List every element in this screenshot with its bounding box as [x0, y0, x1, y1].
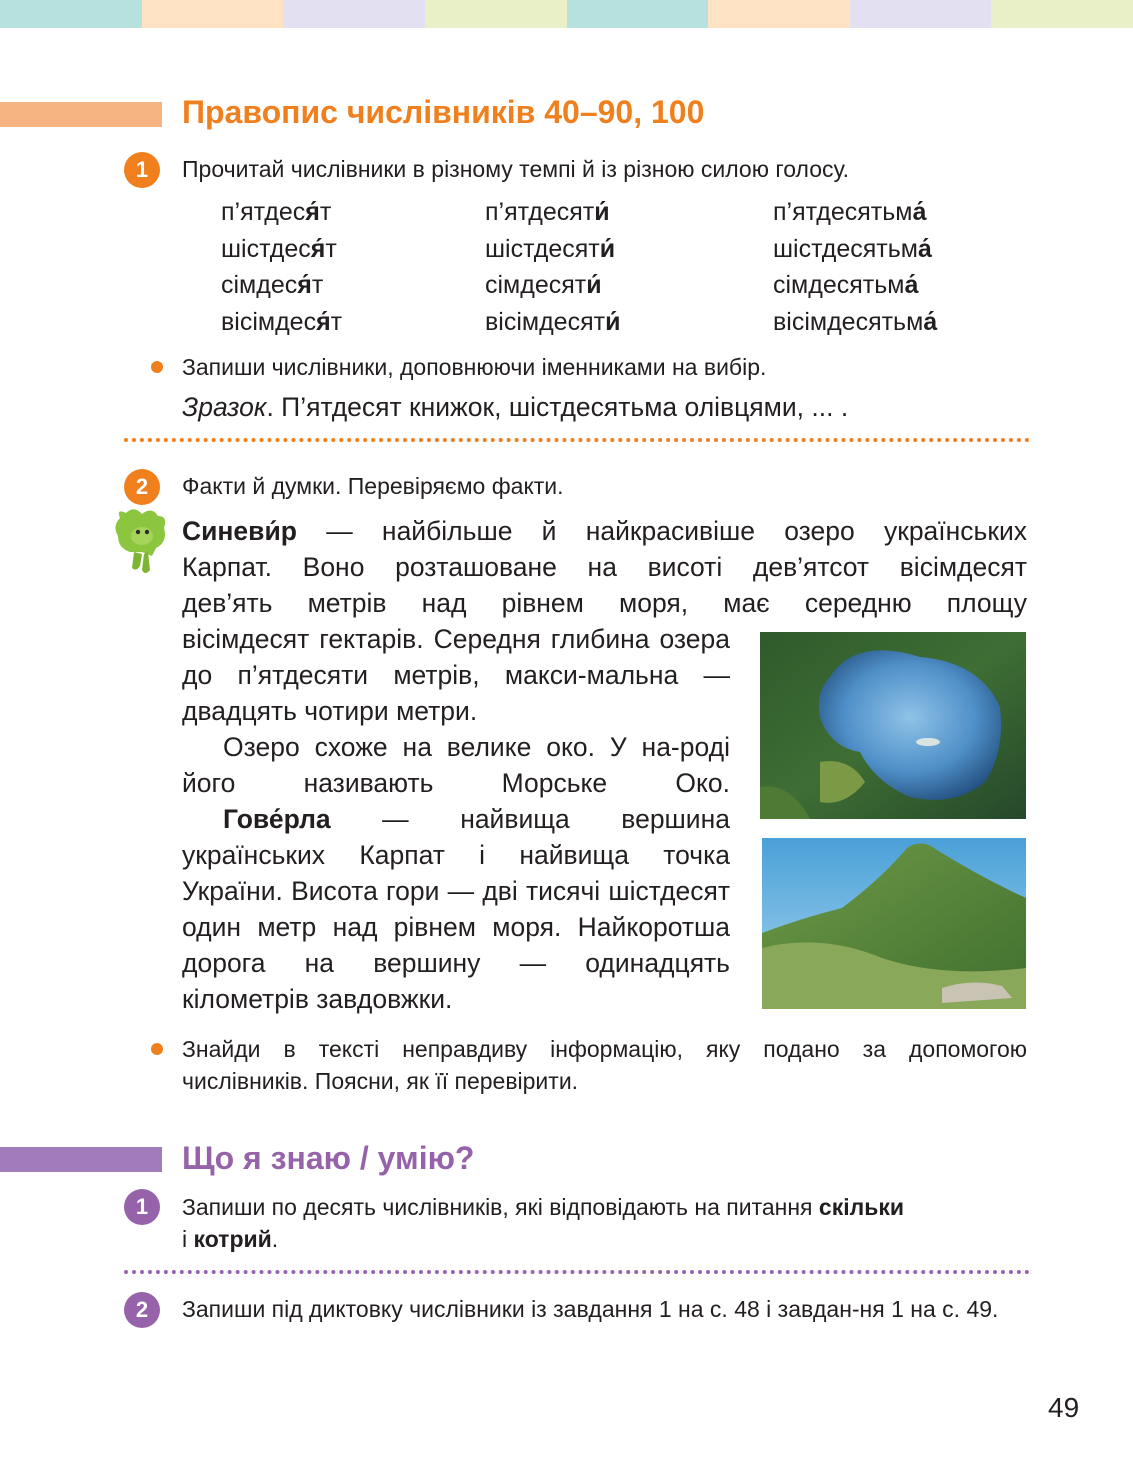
task-number-badge: 2: [124, 469, 160, 505]
sample-label: Зразок: [182, 392, 267, 422]
task-number-badge: 1: [124, 152, 160, 188]
task-number-badge: 1: [124, 1189, 160, 1225]
task-number-badge: 2: [124, 1292, 160, 1328]
numeral-word: вісімдесятьма́: [773, 307, 938, 336]
dotted-divider: [124, 1270, 1030, 1274]
sample-line: [182, 392, 848, 423]
dotted-divider: [124, 438, 1030, 442]
numeral-word: шістдесяти́: [485, 234, 616, 263]
lake-photo: [760, 632, 1026, 819]
numeral-word: вісімдеся́т: [221, 307, 343, 336]
numeral-word: сімдесяти́: [485, 271, 602, 299]
task-instruction: Запиши по десять числівників, які відповідають на питання скільки і котрий.: [182, 1194, 904, 1252]
synevyr-paragraph-wide: [182, 513, 1027, 621]
task-instruction: Прочитай числівники в різному темпі й із різною силою голосу.: [182, 156, 850, 182]
synevyr-paragraph-narrow: вісімдесят гектарів. Середня глибина озера до п’ятдесяти метрів, макси-мальна — двадцять чотири метри.: [182, 624, 730, 726]
numeral-word: п’ятдесятьма́: [773, 198, 927, 226]
section-title: Правопис числівників 40–90, 100: [182, 94, 705, 130]
task-instruction: Факти й думки. Перевіряємо факти.: [182, 473, 564, 499]
green-monster-mascot-icon: [112, 508, 170, 578]
section-bar-orange: [0, 102, 162, 127]
text-line: дев’ять метрів над рівнем моря, має середню площу: [182, 588, 1027, 618]
hoverla-paragraph: Гове́рла — найвища вершина українських Карпат і найвища точка України. Висота гори — дві тисячі шістдесят один метр над рівнем моря. Найкоротша дорога на вершину — одинадцять кілометрів завдовжки.: [182, 804, 730, 1014]
numeral-word: шістдесятьма́: [773, 234, 932, 263]
numeral-word: п’ятдесяти́: [485, 198, 610, 226]
sea-eye-paragraph: Озеро схоже на велике око. У на-роді його називають Морське Око.: [182, 732, 730, 798]
numeral-word: сімдеся́т: [221, 271, 324, 299]
word-column-2: [485, 194, 620, 340]
word-column-1: [221, 194, 342, 340]
bullet-dot: [151, 1043, 163, 1055]
top-color-strip: [0, 0, 1133, 28]
task-instruction: Запиши під диктовку числівники із завдання 1 на с. 48 і завдан-ня 1 на с. 49.: [182, 1296, 999, 1322]
text-line: Синеви́р — найбільше й найкрасивіше озеро українських: [182, 516, 1027, 546]
numeral-word: п’ятдеся́т: [221, 198, 332, 226]
section-title: Що я знаю / умію?: [182, 1140, 475, 1176]
mountain-photo: [762, 838, 1026, 1009]
task-subinstruction: Запиши числівники, доповнюючи іменниками на вибір.: [182, 354, 767, 380]
numeral-word: шістдеся́т: [221, 234, 337, 263]
hoverla-term: Гове́рла: [223, 804, 331, 834]
bullet-dot: [151, 361, 163, 373]
sample-text: . П’ятдесят книжок, шістдесятьма олівцями, ... .: [266, 392, 849, 422]
word-column-3: [773, 194, 937, 340]
numeral-word: вісімдесяти́: [485, 307, 621, 336]
page-number: 49: [1048, 1392, 1080, 1423]
text-line: Карпат. Воно розташоване на висоті дев’ятсот вісімдесят: [182, 552, 1027, 582]
numeral-word: сімдесятьма́: [773, 271, 919, 299]
section-bar-purple: [0, 1147, 162, 1172]
task-subinstruction: Знайди в тексті неправдиву інформацію, яку подано за допомогою числівників. Поясни, як її перевірити.: [182, 1036, 1027, 1094]
